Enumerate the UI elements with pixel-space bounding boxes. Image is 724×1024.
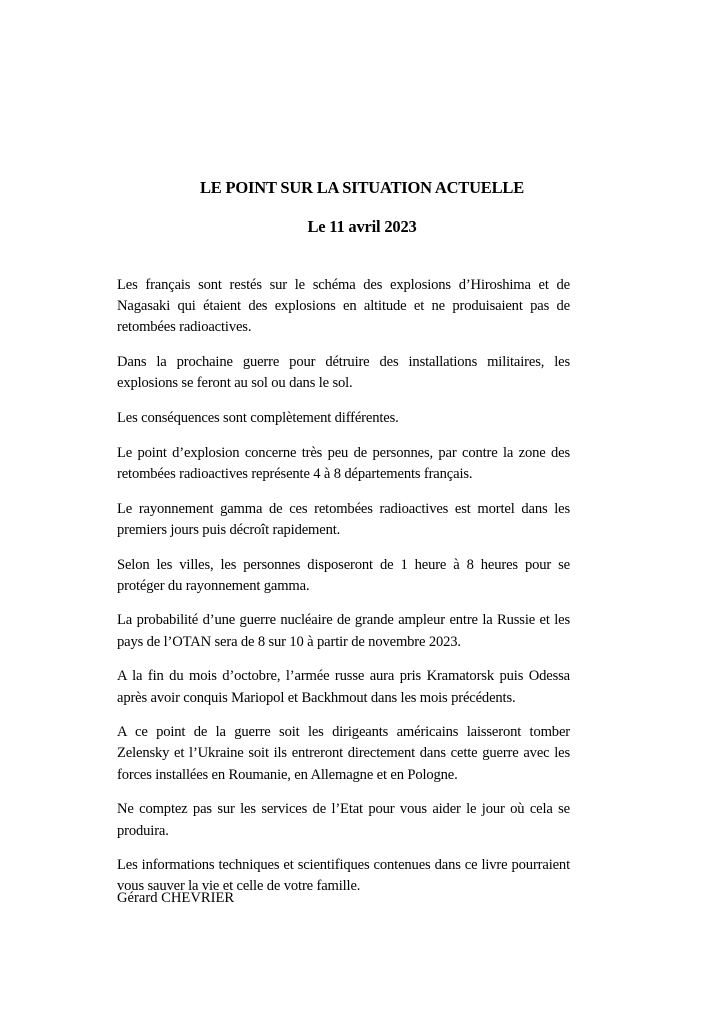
paragraph: Les conséquences sont complètement différentes. bbox=[117, 410, 399, 427]
paragraph: Les français sont restés sur le schéma des explosions d’Hiroshima et de Nagasaki qui étaient des explosions en altitude et ne produisaient pas de retombées radioactives. bbox=[117, 277, 570, 336]
document-body bbox=[117, 275, 570, 911]
paragraph: Le point d’explosion concerne très peu de personnes, par contre la zone des retombées radioactives représente 4 à 8 départements français. bbox=[117, 444, 570, 482]
paragraph: La probabilité d’une guerre nucléaire de grande ampleur entre la Russie et les pays de l’OTAN sera de 8 sur 10 à partir de novembre 2023. bbox=[117, 612, 570, 650]
paragraph: A ce point de la guerre soit les dirigeants américains laisseront tomber Zelensky et l’Ukraine soit ils entreront directement dans cette guerre avec les forces installées en Roumanie, en Allemagne et en Pologne. bbox=[117, 724, 570, 783]
paragraph: A la fin du mois d’octobre, l’armée russe aura pris Kramatorsk puis Odessa après avoir conquis Mariopol et Backhmout dans les mois précédents. bbox=[117, 668, 570, 706]
paragraph: Ne comptez pas sur les services de l’Etat pour vous aider le jour où cela se produira. bbox=[117, 801, 570, 839]
document-date: Le 11 avril 2023 bbox=[307, 217, 417, 236]
paragraph: Dans la prochaine guerre pour détruire des installations militaires, les explosions se feront au sol ou dans le sol. bbox=[117, 354, 570, 392]
signature: Gérard CHEVRIER bbox=[117, 890, 235, 906]
paragraph: Selon les villes, les personnes disposeront de 1 heure à 8 heures pour se protéger du rayonnement gamma. bbox=[117, 556, 570, 594]
paragraph: Les informations techniques et scientifiques contenues dans ce livre pourraient vous sauver la vie et celle de votre famille. bbox=[117, 857, 570, 895]
page-title: LE POINT SUR LA SITUATION ACTUELLE bbox=[199, 178, 525, 197]
paragraph: Le rayonnement gamma de ces retombées radioactives est mortel dans les premiers jours puis décroît rapidement. bbox=[117, 500, 570, 538]
